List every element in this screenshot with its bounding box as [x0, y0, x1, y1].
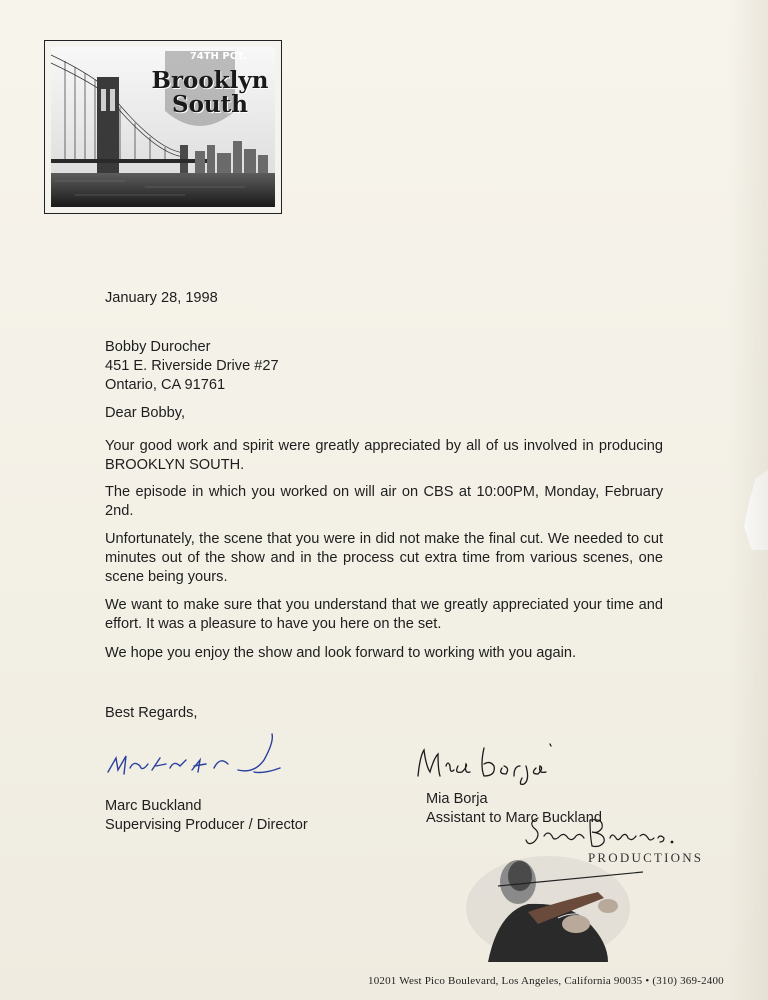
left-signatory-name: Marc Buckland [105, 798, 202, 814]
recipient-address [105, 338, 279, 395]
left-signatory-title: Supervising Producer / Director [105, 817, 308, 833]
mia-borja-signature [410, 736, 560, 786]
salutation: Dear Bobby, [105, 405, 186, 421]
recipient-city: Ontario, CA 91761 [105, 377, 226, 393]
recipient-name: Bobby Durocher [105, 339, 211, 355]
paragraph: Unfortunately, the scene that you were in did not make the final cut. We needed to cut minutes out of the show and in the process cut extra time from various scenes, one scene being yours. [105, 531, 663, 585]
precinct-label: 74TH PCT. [189, 51, 247, 62]
torn-edge [738, 470, 768, 550]
company-address-footer: 10201 West Pico Boulevard, Los Angeles, California 90035 • (310) 369-2400 [368, 975, 724, 987]
brooklyn-south-logo [44, 40, 282, 214]
right-signatory-title: Assistant to Marc Buckland [426, 810, 603, 826]
logo-title [145, 69, 275, 117]
letter-date: January 28, 1998 [105, 290, 218, 306]
paragraph: We want to make sure that you understand that we greatly appreciated your time and effort. It was a pleasure to have you here on the set. [105, 597, 663, 632]
productions-label: PRODUCTIONS [588, 850, 704, 865]
paragraph: We hope you enjoy the show and look forward to working with you again. [105, 645, 577, 661]
right-signatory-name: Mia Borja [426, 791, 488, 807]
left-signatory [105, 797, 308, 835]
logo-title-line1: Brooklyn [151, 67, 269, 94]
marc-buckland-signature [104, 730, 284, 786]
paragraph: Your good work and spirit were greatly appreciated by all of us involved in producing BROOKLYN SOUTH. [105, 438, 663, 473]
logo-title-line2: South [171, 91, 249, 118]
recipient-street: 451 E. Riverside Drive #27 [105, 358, 279, 374]
paragraph: The episode in which you worked on will air on CBS at 10:00PM, Monday, February 2nd. [105, 484, 663, 519]
closing: Best Regards, [105, 705, 198, 721]
violinist-illustration [458, 842, 658, 964]
